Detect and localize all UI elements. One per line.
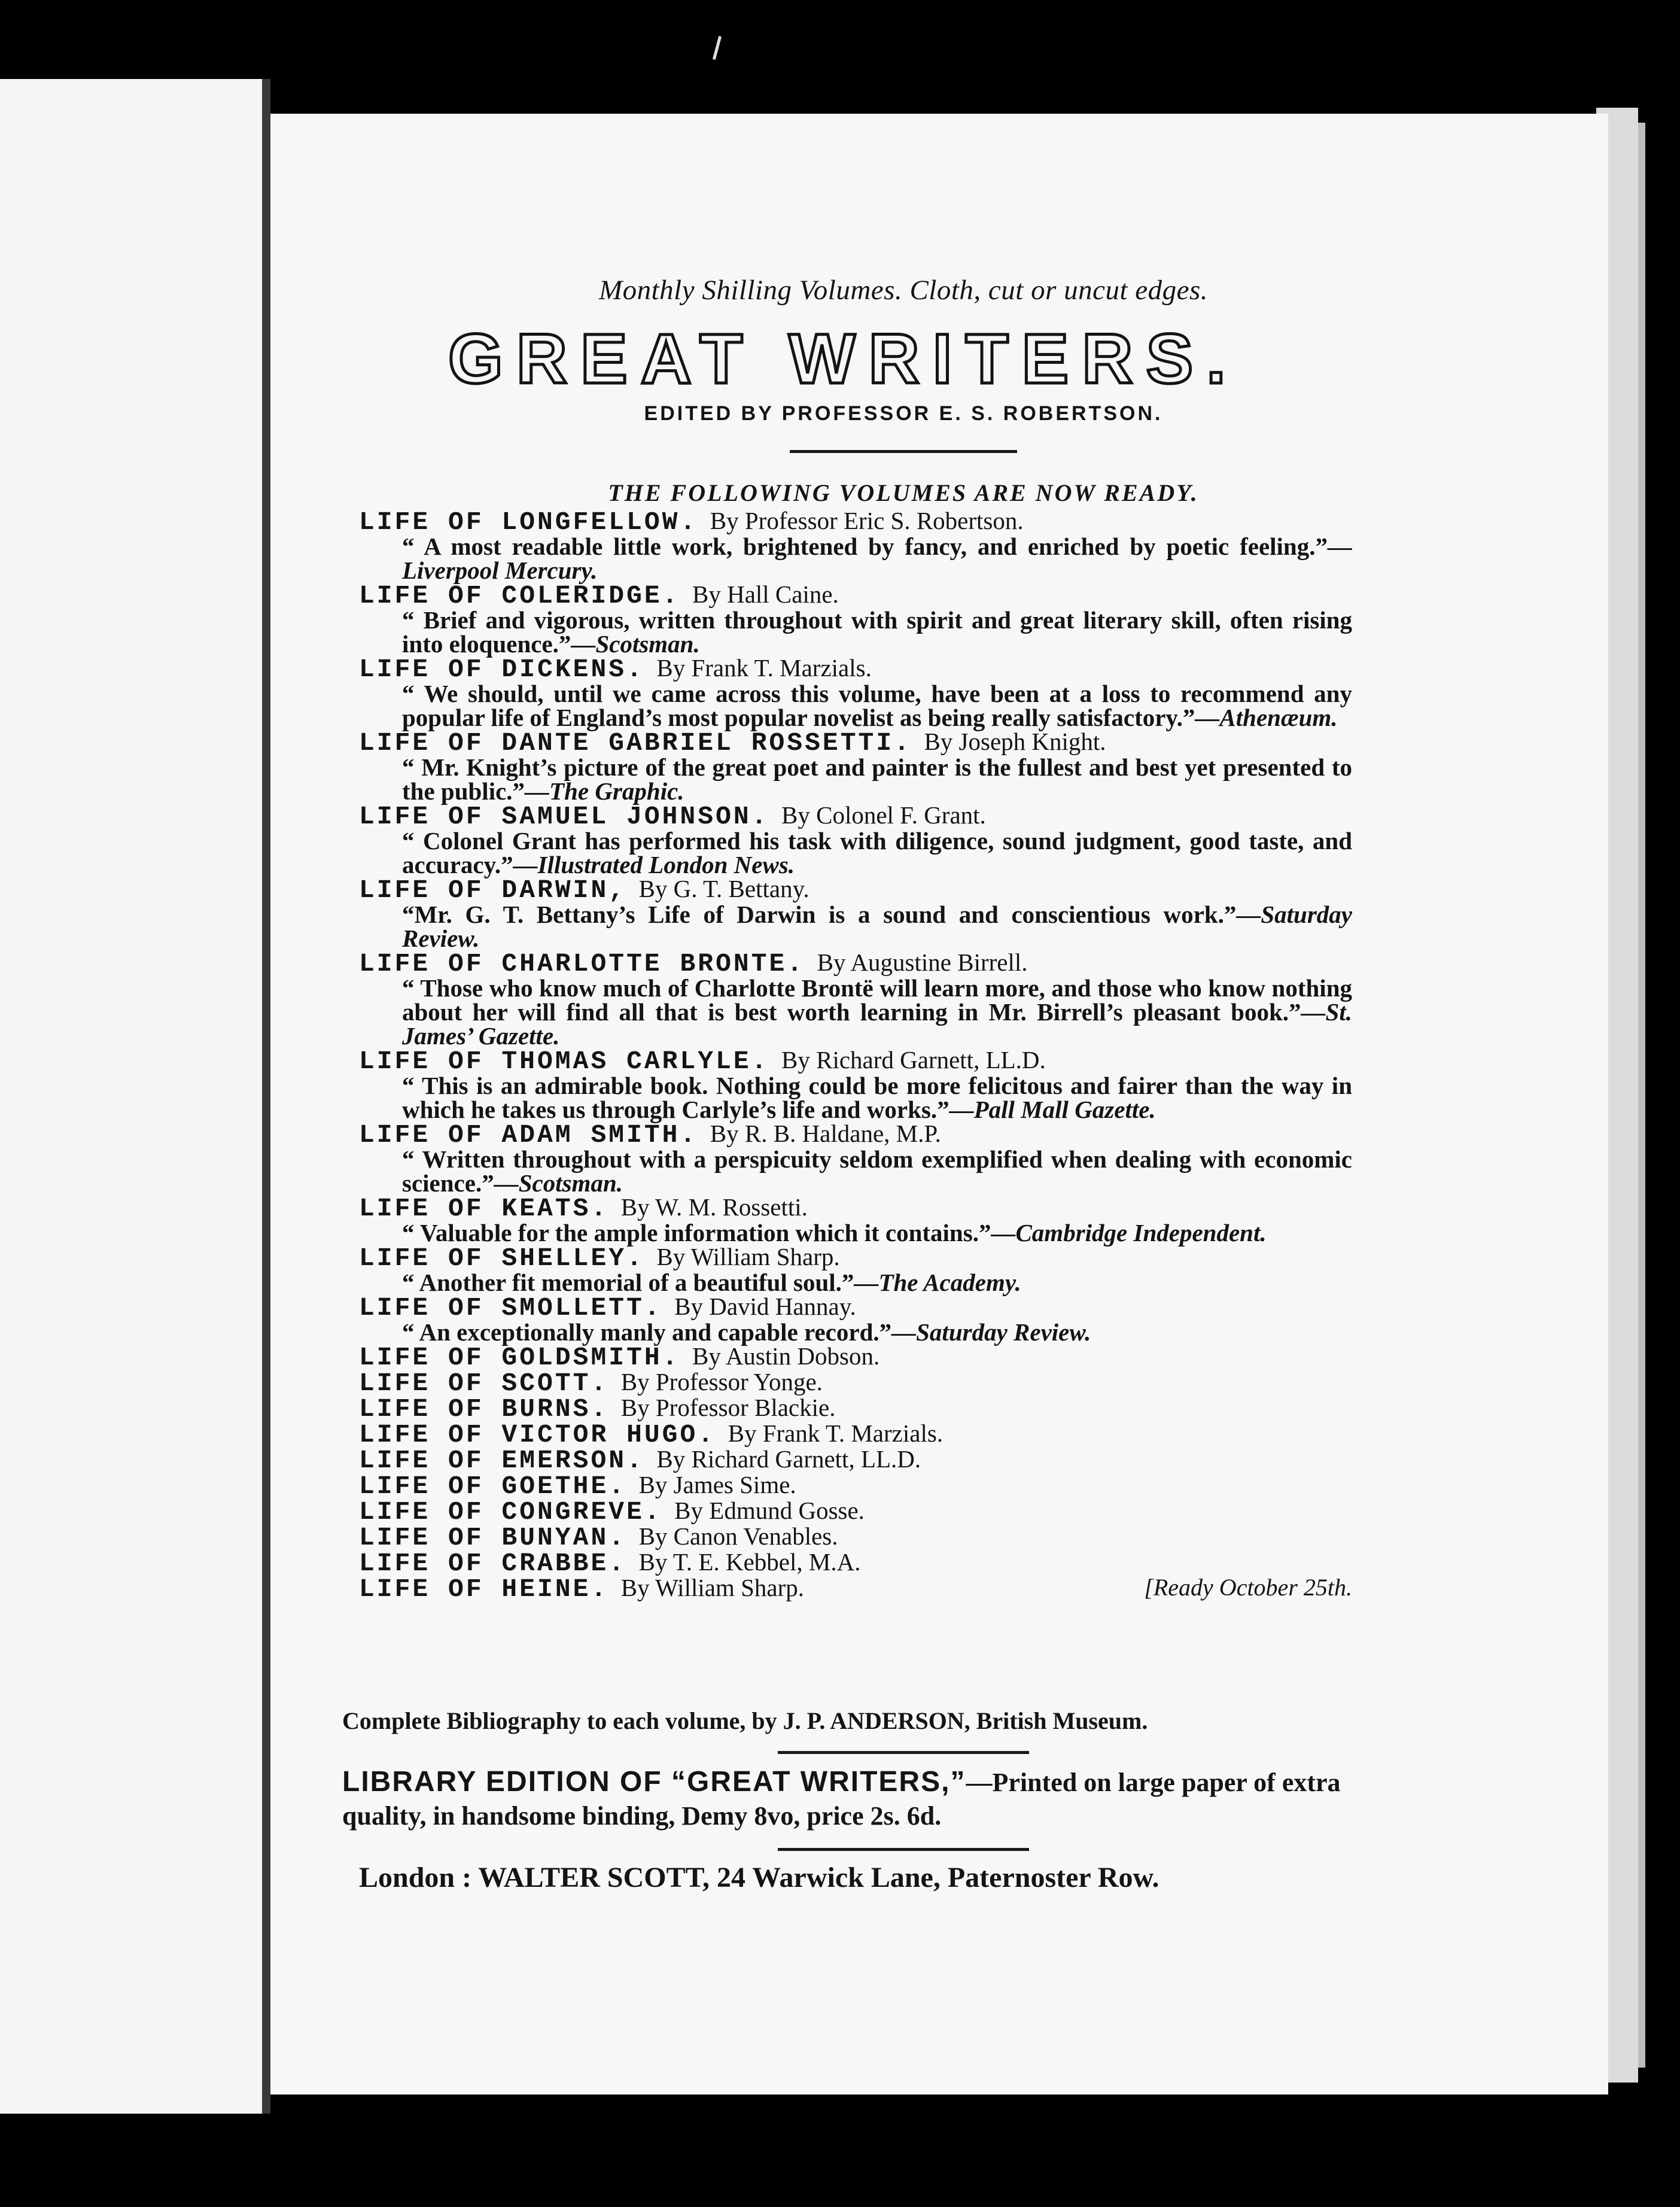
volume-heading (359, 1370, 1352, 1396)
editor-line: EDITED BY PROFESSOR E. S. ROBERTSON. (644, 402, 1163, 425)
quote-source: —Scotsman. (571, 630, 700, 658)
volume-heading (359, 950, 1352, 976)
volume-author: By Austin Dobson. (692, 1342, 880, 1370)
volume-entry (359, 1370, 1352, 1396)
volume-title: LIFE OF DICKENS. (359, 655, 644, 684)
volume-entry (359, 877, 1352, 950)
imprint-rule (778, 1848, 1029, 1851)
header-rule (790, 450, 1017, 453)
quote-text: “ Mr. Knight’s picture of the great poet and painter is the fullest and best yet presented to the public.” (402, 753, 1352, 805)
library-caption: LIBRARY EDITION OF “GREAT WRITERS,” (342, 1766, 966, 1798)
quote-text: “ Those who know much of Charlotte Brontë will learn more, and those who know nothing about her will find all that is best worth learning in Mr. Birrell’s pleasant book.” (402, 974, 1352, 1026)
volume-heading (359, 1550, 1352, 1576)
volume-author: By T. E. Kebbel, M.A. (638, 1548, 861, 1576)
volume-entry (359, 656, 1352, 729)
volume-heading (359, 1243, 1352, 1273)
volume-entry (359, 1550, 1352, 1576)
review-quote (359, 1074, 1352, 1121)
volume-title: LIFE OF COLERIDGE. (359, 581, 680, 610)
volume-title: LIFE OF CHARLOTTE BRONTE. (359, 949, 805, 978)
review-quote (359, 534, 1352, 582)
quote-text: “ A most readable little work, brightened by fancy, and enriched by poetic feeling.” (402, 533, 1328, 560)
volume-title: LIFE OF GOETHE. (359, 1472, 627, 1501)
volume-author: By William Sharp. (620, 1574, 804, 1601)
volume-author: By Joseph Knight. (924, 728, 1106, 755)
volume-title: LIFE OF SAMUEL JOHNSON. (359, 802, 769, 831)
volume-title: LIFE OF THOMAS CARLYLE. (359, 1047, 769, 1076)
quote-text: “ Another fit memorial of a beautiful soul.” (402, 1269, 854, 1296)
volume-title: LIFE OF SMOLLETT. (359, 1293, 662, 1323)
quote-text: “ Valuable for the ample information which it contains.” (402, 1219, 991, 1247)
volume-title: LIFE OF GOLDSMITH. (359, 1343, 680, 1372)
volume-title: LIFE OF CRABBE. (359, 1549, 627, 1578)
review-quote (359, 608, 1352, 656)
series-subtitle: Monthly Shilling Volumes. Cloth, cut or uncut edges. (598, 275, 1209, 306)
volume-heading (359, 1574, 1352, 1604)
volume-heading (359, 1293, 1352, 1323)
page-fold-shadow (262, 79, 270, 2114)
publisher-imprint: London : WALTER SCOTT, 24 Warwick Lane, Paternoster Row. (359, 1862, 1159, 1893)
volume-title: LIFE OF HEINE. (359, 1574, 609, 1604)
quote-source: —The Graphic. (525, 777, 684, 805)
quote-text: “ Written throughout with a perspicuity seldom exemplified when dealing with economic science.” (402, 1145, 1352, 1197)
volume-title: LIFE OF DANTE GABRIEL ROSSETTI. (359, 728, 912, 758)
volume-author: By G. T. Bettany. (638, 875, 809, 902)
volume-entry (359, 582, 1352, 656)
volume-heading (359, 1471, 1352, 1501)
quote-source: —The Academy. (854, 1269, 1021, 1296)
volume-heading (359, 1344, 1352, 1370)
volume-author: By Richard Garnett, LL.D. (656, 1445, 921, 1473)
volume-heading (359, 582, 1352, 608)
quote-source: —St. James’ Gazette. (402, 998, 1352, 1050)
quote-source: —Cambridge Independent. (991, 1219, 1267, 1247)
volume-heading (359, 728, 1352, 758)
series-title: GREAT WRITERS. (448, 320, 1239, 399)
volume-heading (359, 1524, 1352, 1550)
volume-title: LIFE OF SCOTT. (359, 1369, 609, 1398)
volume-heading (359, 1447, 1352, 1473)
library-rule (778, 1751, 1029, 1754)
review-quote (359, 1270, 1352, 1294)
volume-entry (359, 1344, 1352, 1370)
volume-entry (359, 1121, 1352, 1195)
volume-title: LIFE OF ADAM SMITH. (359, 1120, 698, 1150)
review-quote (359, 1221, 1352, 1245)
volume-title: LIFE OF BUNYAN. (359, 1523, 627, 1552)
review-quote (359, 829, 1352, 877)
quote-text: “ This is an admirable book. Nothing could be more felicitous and fairer than the way in which he takes us through Carlyle’s life and works.” (402, 1072, 1352, 1123)
quote-source: —Athenæum. (1195, 704, 1338, 731)
quote-source: —Scotsman. (494, 1169, 623, 1197)
volume-entry (359, 1048, 1352, 1121)
review-quote (359, 755, 1352, 803)
library-edition (342, 1765, 1347, 1833)
bibliography-note: Complete Bibliography to each volume, by J. P. ANDERSON, British Museum. (342, 1707, 1148, 1734)
quote-source: —Pall Mall Gazette. (949, 1096, 1156, 1123)
volume-heading (359, 875, 1352, 905)
quote-text: “ Colonel Grant has performed his task with diligence, sound judgment, good taste, and accuracy.” (402, 827, 1352, 878)
volume-author: By Professor Yonge. (620, 1368, 823, 1396)
volume-heading (359, 1048, 1352, 1074)
quote-source: —Saturday Review. (891, 1318, 1091, 1346)
volume-entry (359, 950, 1352, 1048)
volume-author: By Edmund Gosse. (674, 1497, 865, 1524)
volume-entry (359, 729, 1352, 803)
volume-author: By Canon Venables. (638, 1522, 838, 1550)
quote-source: —Saturday Review. (402, 901, 1352, 952)
quote-text: “Mr. G. T. Bettany’s Life of Darwin is a sound and conscientious work.” (402, 901, 1237, 928)
volume-author: By Frank T. Marzials. (656, 654, 872, 682)
volume-author: By Hall Caine. (692, 580, 839, 608)
review-quote (359, 976, 1352, 1048)
library-text: —Printed on large paper of extra quality, in handsome binding, Demy 8vo, price 2s. 6d. (342, 1768, 1341, 1831)
review-quote (359, 1147, 1352, 1195)
volume-title: LIFE OF KEATS. (359, 1194, 609, 1223)
scan-mark (713, 36, 722, 60)
quote-source: —Liverpool Mercury. (402, 533, 1352, 584)
quote-text: “ An exceptionally manly and capable record.” (402, 1318, 892, 1346)
volume-entry (359, 1394, 1352, 1424)
volume-heading (359, 507, 1352, 537)
volume-title: LIFE OF BURNS. (359, 1394, 609, 1424)
volume-entry (359, 1497, 1352, 1527)
review-quote (359, 1320, 1352, 1344)
volume-title: LIFE OF DARWIN, (359, 875, 627, 905)
review-quote (359, 902, 1352, 950)
volume-author: By W. M. Rossetti. (620, 1193, 808, 1221)
volume-heading (359, 1195, 1352, 1221)
volume-heading (359, 803, 1352, 829)
volume-title: LIFE OF VICTOR HUGO. (359, 1420, 716, 1449)
volume-author: By R. B. Haldane, M.P. (710, 1120, 941, 1147)
volume-title: LIFE OF EMERSON. (359, 1446, 644, 1475)
quote-text: “ We should, until we came across this volume, have been at a loss to recommend any popular life of England’s most popular novelist as being really satisfactory.” (402, 680, 1352, 731)
volume-author: By James Sime. (638, 1471, 796, 1498)
volume-author: By David Hannay. (674, 1293, 856, 1320)
volume-author: By Colonel F. Grant. (781, 801, 986, 829)
volume-list (359, 507, 1352, 1604)
volume-heading (359, 656, 1352, 682)
ready-heading: THE FOLLOWING VOLUMES ARE NOW READY. (608, 479, 1199, 506)
quote-text: “ Brief and vigorous, written throughout with spirit and great literary skill, often rising into eloquence.” (402, 606, 1352, 658)
volume-entry (359, 803, 1352, 877)
volume-entry (359, 1471, 1352, 1501)
volume-title: LIFE OF CONGREVE. (359, 1497, 662, 1527)
quote-source: —Illustrated London News. (513, 851, 795, 878)
volume-entry (359, 1574, 1352, 1604)
volume-author: By Richard Garnett, LL.D. (781, 1046, 1046, 1074)
volume-heading (359, 1421, 1352, 1447)
volume-entry (359, 1294, 1352, 1344)
ready-date-note: [Ready October 25th. (1144, 1574, 1352, 1601)
volume-author: By Augustine Birrell. (817, 949, 1028, 976)
volume-entry (359, 1524, 1352, 1550)
volume-entry (359, 1195, 1352, 1245)
volume-heading (359, 1497, 1352, 1527)
volume-heading (359, 1120, 1352, 1150)
volume-title: LIFE OF SHELLEY. (359, 1244, 644, 1273)
volume-author: By William Sharp. (656, 1243, 840, 1270)
volume-author: By Frank T. Marzials. (728, 1419, 944, 1447)
volume-heading (359, 1394, 1352, 1424)
volume-entry (359, 1245, 1352, 1294)
review-quote (359, 682, 1352, 729)
volume-author: By Professor Eric S. Robertson. (710, 507, 1024, 534)
volume-entry (359, 509, 1352, 582)
left-blank-page (0, 79, 262, 2114)
volume-title: LIFE OF LONGFELLOW. (359, 507, 698, 537)
volume-entry (359, 1447, 1352, 1473)
volume-entry (359, 1421, 1352, 1447)
volume-author: By Professor Blackie. (620, 1394, 836, 1421)
